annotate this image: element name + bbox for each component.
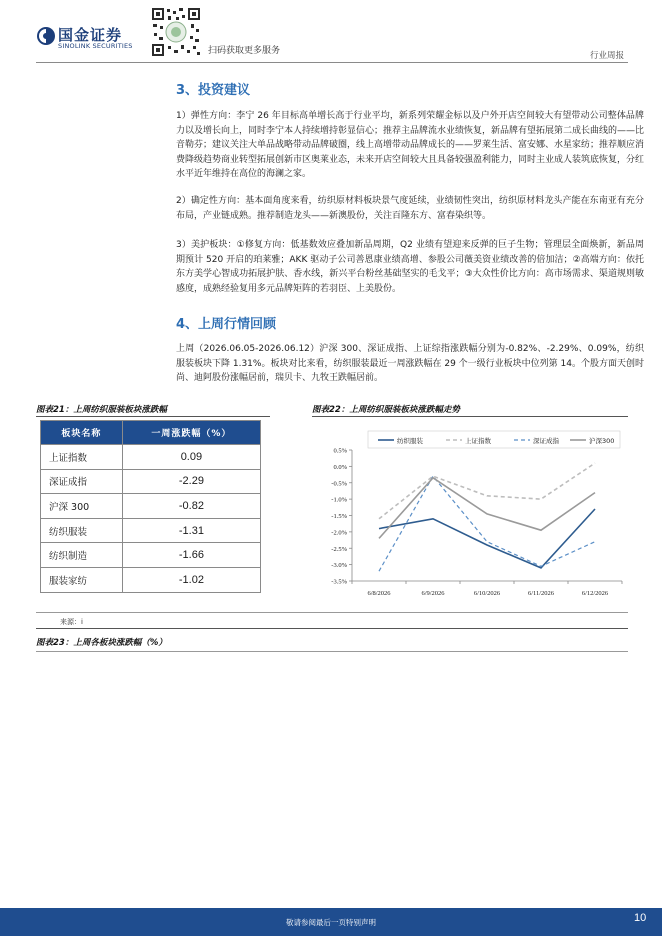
figure23-rule [36, 651, 628, 652]
figure22-rule [312, 416, 628, 417]
company-logo-icon [36, 26, 56, 46]
sector-name: 纺织服装 [41, 518, 123, 543]
sector-change-value: -1.02 [122, 567, 260, 592]
section-title-investment: 3、投资建议 [176, 83, 251, 98]
series-line-3 [379, 476, 595, 571]
figure23-top-rule [36, 628, 628, 629]
source-note: 来源：i [60, 618, 83, 626]
sector-change-value: -0.82 [122, 494, 260, 519]
y-tick-label: -2.0% [331, 529, 347, 537]
y-tick-label: -0.5% [331, 480, 347, 488]
sector-name: 服装家纺 [41, 567, 123, 592]
paragraph-certainty-direction: 2）确定性方向：基本面角度来看，纺织原材料板块景气度延续，业绩韧性突出，纺织原材料龙头产能在东南亚有充分布局，产业链成熟。推荐制造龙头——新澳股份，关注百隆东方、富春染织等。 [176, 196, 644, 221]
figure22-title: 图表22：上周纺织服装板块涨跌幅走势 [312, 405, 460, 415]
y-tick-label: 0.0% [333, 463, 347, 471]
header-divider [36, 62, 628, 63]
x-tick-label: 6/10/2026 [473, 590, 501, 597]
sector-name: 纺织制造 [41, 543, 123, 568]
brand-name-cn: 国金证券 [58, 26, 123, 44]
section-title-market-review: 4、上周行情回顾 [176, 317, 277, 332]
sector-name: 沪深 300 [41, 494, 123, 519]
column-header-sector: 板块名称 [41, 421, 123, 445]
legend-label: 纺织服装 [397, 437, 423, 445]
qr-code-icon[interactable] [150, 6, 202, 58]
sector-name: 上证指数 [41, 445, 123, 470]
table-row [41, 494, 261, 519]
brand-name-en: SINOLINK SECURITIES [58, 42, 133, 50]
series-line-4 [379, 478, 595, 539]
figure21-title: 图表21：上周纺织服装板块涨跌幅 [36, 405, 167, 415]
paragraph-beauty-sector: 3）美护板块：①修复方向：低基数效应叠加新品周期，Q2 业绩有望迎来反弹的巨子生物；管理层全面焕新，新品周期预计 520 开启的珀莱雅；AKK 驱动子公司善恩康业绩高增、参股公司薇美资业绩改善的倍加洁；②高端方向：依托东方美学心智成功拓展护肤、香水线，新兴平台粉丝基础坚实的毛戈平；③大众性价比方向：高市场需求、渠道规则敏感度，成熟经验复用多元品牌矩阵的若羽臣、上美股份。 [176, 240, 644, 294]
series-line-2 [379, 463, 595, 519]
y-tick-label: -3.0% [331, 562, 347, 570]
legend-label: 上证指数 [465, 437, 491, 445]
table-row [41, 567, 261, 592]
sector-trend-chart [312, 420, 628, 610]
series-line-1 [379, 509, 595, 568]
sector-change-table [40, 420, 261, 593]
legend-label: 深证成指 [533, 437, 559, 445]
y-tick-label: -1.0% [331, 496, 347, 504]
paragraph-elastic-direction: 1）弹性方向：李宁 26 年目标高单增长高于行业平均，新系列荣耀金标以及户外开店空间较大有望带动公司整体品牌力以及增长向上，同时李宁本人持续增持彰显信心；推荐主品牌流水业绩恢复，新品牌有望拓展第二成长曲线的——比音勒芬；建议关注大单品战略带动品牌破圈，线上高增带动品牌成长的——罗莱生活、富安娜、水星家纺；推荐顺应消费降级趋势商业转型拓展创新市区奥莱业态，未来开店空间较大且具备较强盈利能力，同时主业成人装筑底恢复，分红水平近年维持在高位的海澜之家。 [176, 111, 645, 180]
y-tick-label: -1.5% [331, 513, 347, 520]
sector-change-value: 0.09 [122, 445, 260, 470]
y-tick-label: -3.5% [331, 578, 347, 586]
y-tick-label: 0.5% [333, 447, 347, 455]
column-header-weekly-change: 一周涨跌幅（%） [122, 421, 260, 445]
table-row [41, 518, 261, 543]
x-tick-label: 6/11/2026 [527, 590, 555, 597]
legend-label: 沪深300 [589, 437, 615, 445]
sector-name: 深证成指 [41, 469, 123, 494]
sector-change-value: -2.29 [122, 469, 260, 494]
figure21-rule [36, 416, 270, 417]
figure23-title: 图表23：上周各板块涨跌幅（%） [36, 638, 167, 648]
x-tick-label: 6/8/2026 [367, 590, 391, 597]
figures-bottom-rule [36, 612, 628, 613]
report-type-label: 行业周报 [590, 51, 625, 61]
page-number: 10 [634, 912, 647, 924]
paragraph-market-review: 上周（2026.06.05-2026.06.12）沪深 300、深证成指、上证综指涨跌幅分别为-0.82%、-2.29%、0.09%，纺织服装板块下降 1.31%。板块对比来看，纺织服装最近一周涨跌幅在 29 个一级行业板块中位列第 14。个股方面天创时尚、迪阿股份涨幅居前，瑞贝卡、九牧王跌幅居前。 [176, 344, 644, 384]
x-tick-label: 6/9/2026 [421, 590, 445, 597]
table-header-row [41, 421, 261, 445]
table-row [41, 445, 261, 470]
footer-disclaimer: 敬请参阅最后一页特别声明 [286, 918, 376, 927]
table-row [41, 469, 261, 494]
x-tick-label: 6/12/2026 [581, 590, 609, 597]
y-tick-label: -2.5% [331, 545, 347, 553]
sector-change-value: -1.31 [122, 518, 260, 543]
scan-for-service-text: 扫码获取更多服务 [208, 46, 281, 56]
table-row [41, 543, 261, 568]
sector-change-value: -1.66 [122, 543, 260, 568]
